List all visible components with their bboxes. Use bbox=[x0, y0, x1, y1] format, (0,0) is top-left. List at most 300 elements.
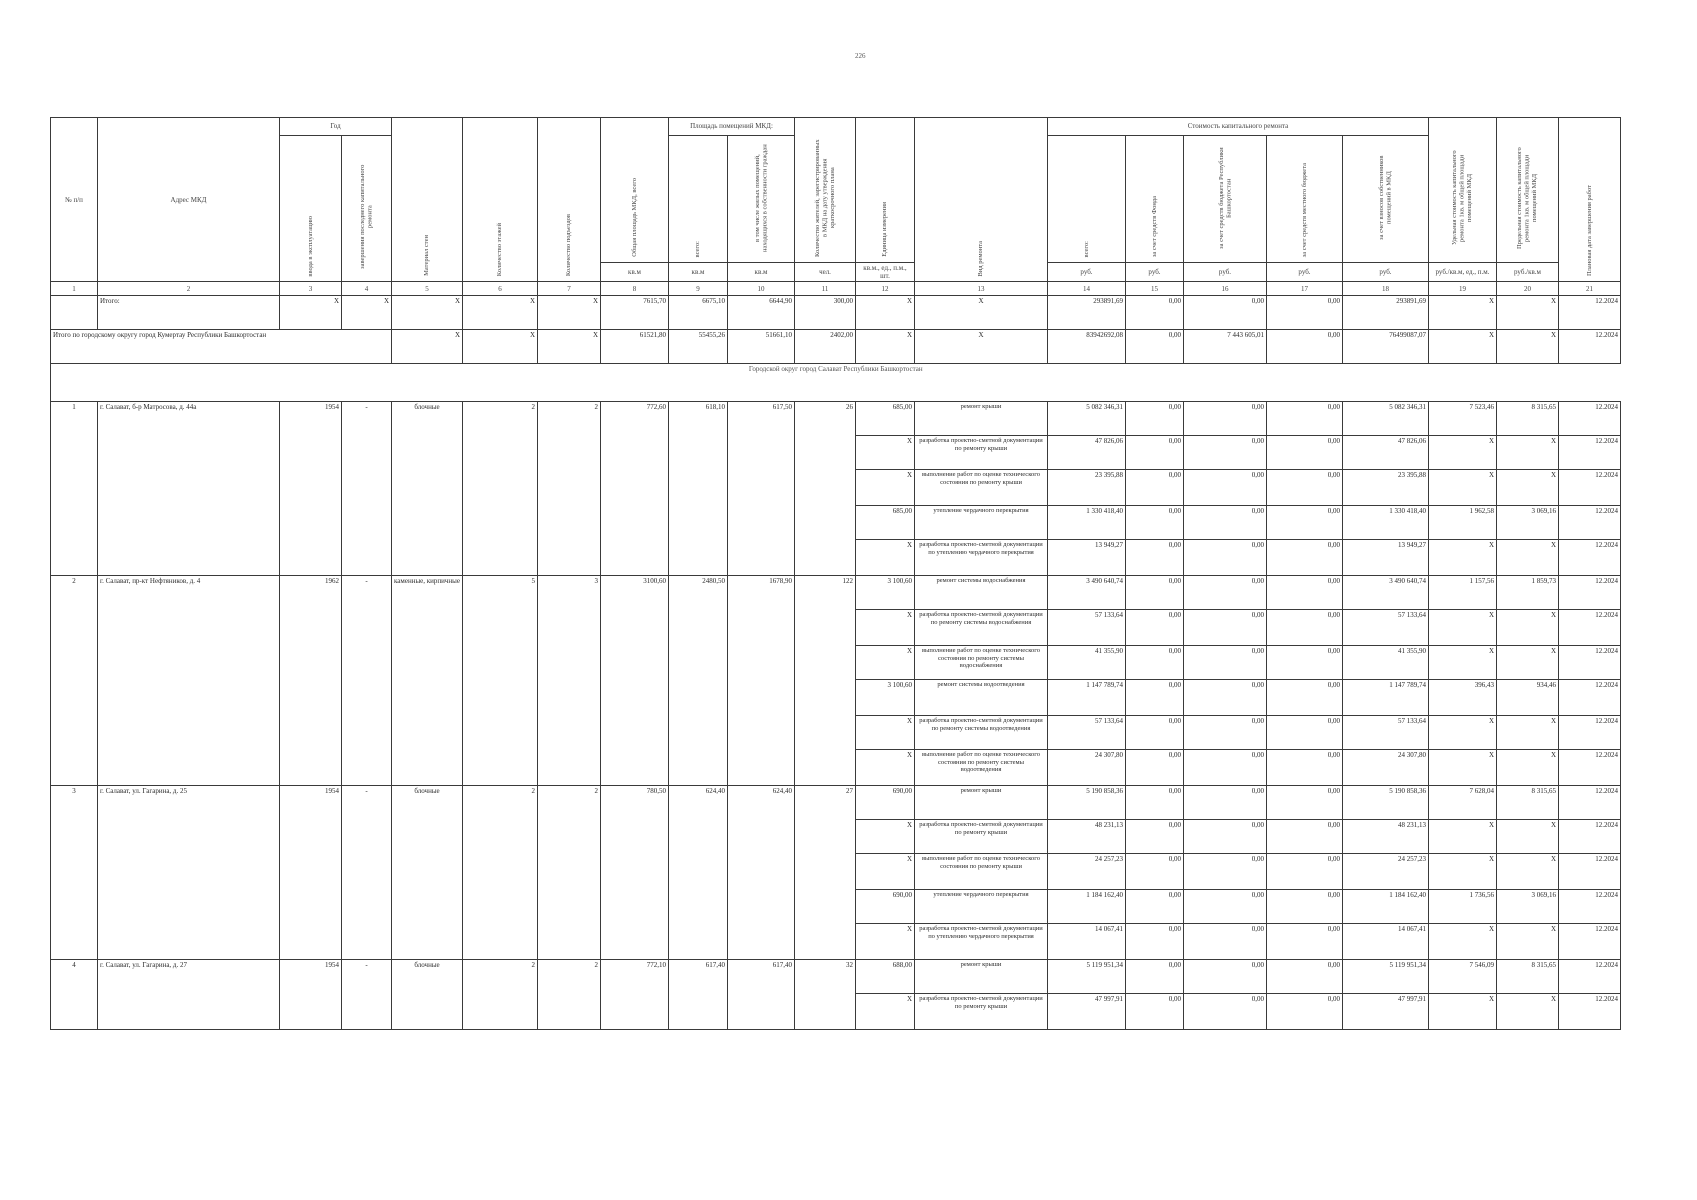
limit-cost: 1 859,73 bbox=[1497, 576, 1559, 610]
total-area bbox=[601, 820, 669, 854]
cost-local: 0,00 bbox=[1267, 890, 1343, 924]
commission-year bbox=[280, 716, 342, 750]
unit-amount: 685,00 bbox=[856, 506, 915, 540]
itogo-area: 6675,10 bbox=[669, 296, 728, 330]
cost-owners: 5 082 346,31 bbox=[1343, 402, 1429, 436]
unit-amount: X bbox=[856, 646, 915, 680]
cost-republic: 0,00 bbox=[1184, 470, 1267, 506]
area-private bbox=[728, 716, 795, 750]
unit-cost: 1 962,58 bbox=[1429, 506, 1497, 540]
total-kumertau-x: X bbox=[1429, 330, 1497, 364]
entrances bbox=[538, 680, 601, 716]
cost-local: 0,00 bbox=[1267, 470, 1343, 506]
repair-type: ремонт системы водоснабжения bbox=[915, 576, 1048, 610]
cost-republic: 0,00 bbox=[1184, 924, 1267, 960]
wall-material bbox=[392, 540, 463, 576]
address bbox=[98, 680, 280, 716]
unit-amount: X bbox=[856, 924, 915, 960]
table-row bbox=[51, 436, 1621, 470]
total-kumertau-x: X bbox=[392, 330, 463, 364]
cost-total: 1 184 162,40 bbox=[1048, 890, 1126, 924]
entrances bbox=[538, 436, 601, 470]
cost-total: 5 190 858,36 bbox=[1048, 786, 1126, 820]
address bbox=[98, 436, 280, 470]
column-number: 8 bbox=[601, 282, 669, 296]
row-number bbox=[51, 680, 98, 716]
unit-amount: X bbox=[856, 854, 915, 890]
column-number: 10 bbox=[728, 282, 795, 296]
column-number: 3 bbox=[280, 282, 342, 296]
commission-year bbox=[280, 506, 342, 540]
itogo-label: Итого: bbox=[98, 296, 280, 330]
wall-material bbox=[392, 610, 463, 646]
area-rooms bbox=[669, 610, 728, 646]
total-kumertau-cost: 83942692,08 bbox=[1048, 330, 1126, 364]
header-floors: Количество этажей bbox=[463, 118, 538, 282]
column-number: 11 bbox=[795, 282, 856, 296]
area-rooms bbox=[669, 994, 728, 1030]
floors bbox=[463, 820, 538, 854]
cost-fund: 0,00 bbox=[1126, 506, 1184, 540]
repair-type: разработка проектно-сметной документации по ремонту системы водоснабжения bbox=[915, 610, 1048, 646]
commission-year bbox=[280, 924, 342, 960]
total-area bbox=[601, 750, 669, 786]
itogo-cost-total: 293891,69 bbox=[1048, 296, 1126, 330]
area-private bbox=[728, 820, 795, 854]
cost-owners: 23 395,88 bbox=[1343, 470, 1429, 506]
planned-date: 12.2024 bbox=[1559, 646, 1621, 680]
repair-type: утепление чердачного перекрытия bbox=[915, 890, 1048, 924]
column-number: 7 bbox=[538, 282, 601, 296]
section-title: Городской округ город Салават Республики Башкортостан bbox=[51, 364, 1621, 402]
planned-date: 12.2024 bbox=[1559, 786, 1621, 820]
cost-republic: 0,00 bbox=[1184, 436, 1267, 470]
unit-9: кв.м bbox=[669, 263, 728, 282]
address bbox=[98, 820, 280, 854]
header-area-private: в том числе жилых помещений, находящихся в собственности граждан bbox=[728, 136, 795, 263]
floors bbox=[463, 854, 538, 890]
header-number: № п/п bbox=[51, 118, 98, 282]
residents bbox=[795, 820, 856, 854]
last-repair-year bbox=[342, 540, 392, 576]
last-repair-year bbox=[342, 716, 392, 750]
table-row bbox=[51, 854, 1621, 890]
address bbox=[98, 890, 280, 924]
header-total-area: Общая площадь МКД, всего bbox=[601, 118, 669, 263]
cost-republic: 0,00 bbox=[1184, 750, 1267, 786]
repair-type: разработка проектно-сметной документации по утеплению чердачного перекрытия bbox=[915, 540, 1048, 576]
planned-date: 12.2024 bbox=[1559, 960, 1621, 994]
commission-year: 1962 bbox=[280, 576, 342, 610]
unit-amount: X bbox=[856, 750, 915, 786]
commission-year bbox=[280, 994, 342, 1030]
area-private bbox=[728, 646, 795, 680]
cost-republic: 0,00 bbox=[1184, 820, 1267, 854]
wall-material bbox=[392, 750, 463, 786]
cost-owners: 48 231,13 bbox=[1343, 820, 1429, 854]
last-repair-year bbox=[342, 506, 392, 540]
header-last-repair-year: завершения последнего капитального ремонта bbox=[342, 136, 392, 282]
itogo-x: X bbox=[463, 296, 538, 330]
unit-cost: X bbox=[1429, 610, 1497, 646]
planned-date: 12.2024 bbox=[1559, 402, 1621, 436]
cost-republic: 0,00 bbox=[1184, 540, 1267, 576]
unit-amount: 3 100,60 bbox=[856, 576, 915, 610]
cost-owners: 5 190 858,36 bbox=[1343, 786, 1429, 820]
residents: 122 bbox=[795, 576, 856, 610]
wall-material bbox=[392, 924, 463, 960]
header-wall-material: Материал стен bbox=[392, 118, 463, 282]
unit-cost: X bbox=[1429, 924, 1497, 960]
limit-cost: 8 315,65 bbox=[1497, 960, 1559, 994]
residents bbox=[795, 680, 856, 716]
entrances bbox=[538, 646, 601, 680]
cost-total: 23 395,88 bbox=[1048, 470, 1126, 506]
cost-republic: 0,00 bbox=[1184, 890, 1267, 924]
limit-cost: X bbox=[1497, 820, 1559, 854]
planned-date: 12.2024 bbox=[1559, 680, 1621, 716]
entrances bbox=[538, 506, 601, 540]
residents bbox=[795, 994, 856, 1030]
column-number: 14 bbox=[1048, 282, 1126, 296]
cost-owners: 5 119 951,34 bbox=[1343, 960, 1429, 994]
table-row bbox=[51, 610, 1621, 646]
residents bbox=[795, 436, 856, 470]
itogo-cost-republic: 0,00 bbox=[1184, 296, 1267, 330]
table-row bbox=[51, 680, 1621, 716]
planned-date: 12.2024 bbox=[1559, 540, 1621, 576]
area-rooms bbox=[669, 680, 728, 716]
limit-cost: X bbox=[1497, 716, 1559, 750]
cost-owners: 24 307,80 bbox=[1343, 750, 1429, 786]
row-number bbox=[51, 854, 98, 890]
cost-owners: 57 133,64 bbox=[1343, 716, 1429, 750]
entrances bbox=[538, 924, 601, 960]
table-row bbox=[51, 820, 1621, 854]
row-number bbox=[51, 924, 98, 960]
floors bbox=[463, 436, 538, 470]
unit-cost: X bbox=[1429, 540, 1497, 576]
address bbox=[98, 506, 280, 540]
table-row bbox=[51, 470, 1621, 506]
last-repair-year bbox=[342, 994, 392, 1030]
total-area bbox=[601, 610, 669, 646]
unit-12: кв.м., ед., п.м., шт. bbox=[856, 263, 915, 282]
last-repair-year: - bbox=[342, 960, 392, 994]
area-private bbox=[728, 680, 795, 716]
floors bbox=[463, 680, 538, 716]
residents bbox=[795, 540, 856, 576]
column-number: 17 bbox=[1267, 282, 1343, 296]
header-unit-cost: Удельная стоимость капитального ремонта 1кв. м общей площади помещений МКД bbox=[1429, 118, 1497, 263]
last-repair-year bbox=[342, 610, 392, 646]
total-kumertau-x: X bbox=[915, 330, 1048, 364]
header-entrances: Количество подъездов bbox=[538, 118, 601, 282]
table-header bbox=[51, 118, 1621, 296]
cost-total: 13 949,27 bbox=[1048, 540, 1126, 576]
residents bbox=[795, 610, 856, 646]
repair-type: разработка проектно-сметной документации по утеплению чердачного перекрытия bbox=[915, 924, 1048, 960]
floors bbox=[463, 750, 538, 786]
header-address: Адрес МКД bbox=[98, 118, 280, 282]
unit-amount: X bbox=[856, 540, 915, 576]
column-number-row bbox=[51, 282, 1621, 296]
table-row bbox=[51, 506, 1621, 540]
total-area bbox=[601, 646, 669, 680]
unit-cost: X bbox=[1429, 716, 1497, 750]
commission-year: 1954 bbox=[280, 786, 342, 820]
floors bbox=[463, 506, 538, 540]
unit-cost: X bbox=[1429, 470, 1497, 506]
cost-republic: 0,00 bbox=[1184, 646, 1267, 680]
address bbox=[98, 646, 280, 680]
cost-fund: 0,00 bbox=[1126, 716, 1184, 750]
last-repair-year bbox=[342, 646, 392, 680]
floors: 2 bbox=[463, 960, 538, 994]
cost-fund: 0,00 bbox=[1126, 890, 1184, 924]
repair-type: ремонт крыши bbox=[915, 402, 1048, 436]
area-private bbox=[728, 540, 795, 576]
wall-material bbox=[392, 680, 463, 716]
address: г. Салават, пр-кт Нефтяников, д. 4 bbox=[98, 576, 280, 610]
last-repair-year: - bbox=[342, 786, 392, 820]
itogo-x: X bbox=[856, 296, 915, 330]
limit-cost: X bbox=[1497, 470, 1559, 506]
wall-material: блочные bbox=[392, 786, 463, 820]
row-number bbox=[51, 470, 98, 506]
unit-amount: X bbox=[856, 716, 915, 750]
limit-cost: 3 069,16 bbox=[1497, 890, 1559, 924]
unit-19: руб./кв.м, ед., п.м. bbox=[1429, 263, 1497, 282]
unit-amount: 688,00 bbox=[856, 960, 915, 994]
header-residents: Количество жителей, зарегистрированных в МКД на дату утверждения краткосрочного плана bbox=[795, 118, 856, 263]
total-kumertau-x: X bbox=[1497, 330, 1559, 364]
unit-cost: X bbox=[1429, 436, 1497, 470]
header-repair-type: Вид ремонта bbox=[915, 118, 1048, 282]
row-number bbox=[51, 540, 98, 576]
column-number: 19 bbox=[1429, 282, 1497, 296]
repair-type: ремонт крыши bbox=[915, 960, 1048, 994]
area-rooms bbox=[669, 890, 728, 924]
cost-fund: 0,00 bbox=[1126, 576, 1184, 610]
total-kumertau-fund: 0,00 bbox=[1126, 330, 1184, 364]
cost-total: 5 082 346,31 bbox=[1048, 402, 1126, 436]
itogo-x: X bbox=[915, 296, 1048, 330]
total-kumertau-local: 0,00 bbox=[1267, 330, 1343, 364]
cost-local: 0,00 bbox=[1267, 820, 1343, 854]
unit-cost: X bbox=[1429, 750, 1497, 786]
area-rooms bbox=[669, 506, 728, 540]
column-number: 2 bbox=[98, 282, 280, 296]
limit-cost: X bbox=[1497, 750, 1559, 786]
total-area: 3100,60 bbox=[601, 576, 669, 610]
cost-local: 0,00 bbox=[1267, 680, 1343, 716]
total-kumertau-row bbox=[51, 330, 1621, 364]
cost-total: 1 147 789,74 bbox=[1048, 680, 1126, 716]
wall-material bbox=[392, 506, 463, 540]
area-rooms bbox=[669, 854, 728, 890]
cost-local: 0,00 bbox=[1267, 924, 1343, 960]
entrances: 3 bbox=[538, 576, 601, 610]
wall-material bbox=[392, 820, 463, 854]
cost-owners: 47 997,91 bbox=[1343, 994, 1429, 1030]
unit-14: руб. bbox=[1048, 263, 1126, 282]
cost-total: 47 997,91 bbox=[1048, 994, 1126, 1030]
cost-local: 0,00 bbox=[1267, 646, 1343, 680]
area-private: 1678,90 bbox=[728, 576, 795, 610]
floors bbox=[463, 924, 538, 960]
cost-total: 3 490 640,74 bbox=[1048, 576, 1126, 610]
cost-local: 0,00 bbox=[1267, 960, 1343, 994]
area-rooms: 624,40 bbox=[669, 786, 728, 820]
unit-10: кв.м bbox=[728, 263, 795, 282]
unit-cost: 7 628,04 bbox=[1429, 786, 1497, 820]
planned-date: 12.2024 bbox=[1559, 436, 1621, 470]
unit-amount: X bbox=[856, 820, 915, 854]
unit-amount: 690,00 bbox=[856, 786, 915, 820]
repair-type: разработка проектно-сметной документации по ремонту крыши bbox=[915, 436, 1048, 470]
cost-total: 41 355,90 bbox=[1048, 646, 1126, 680]
header-cost-group: Стоимость капитального ремонта bbox=[1048, 118, 1429, 136]
limit-cost: X bbox=[1497, 924, 1559, 960]
area-rooms bbox=[669, 470, 728, 506]
cost-owners: 1 147 789,74 bbox=[1343, 680, 1429, 716]
cost-republic: 0,00 bbox=[1184, 680, 1267, 716]
table-row bbox=[51, 576, 1621, 610]
residents bbox=[795, 890, 856, 924]
unit-cost: X bbox=[1429, 646, 1497, 680]
limit-cost: X bbox=[1497, 994, 1559, 1030]
repair-type: выполнение работ по оценке технического состояния по ремонту крыши bbox=[915, 470, 1048, 506]
cost-republic: 0,00 bbox=[1184, 576, 1267, 610]
itogo-x: X bbox=[1429, 296, 1497, 330]
cost-fund: 0,00 bbox=[1126, 924, 1184, 960]
header-cost-fund: за счет средств Фонда bbox=[1126, 136, 1184, 263]
column-number: 4 bbox=[342, 282, 392, 296]
cost-fund: 0,00 bbox=[1126, 610, 1184, 646]
cost-fund: 0,00 bbox=[1126, 750, 1184, 786]
column-number: 15 bbox=[1126, 282, 1184, 296]
cost-fund: 0,00 bbox=[1126, 820, 1184, 854]
unit-amount: 3 100,60 bbox=[856, 680, 915, 716]
planned-date: 12.2024 bbox=[1559, 506, 1621, 540]
table-row bbox=[51, 890, 1621, 924]
residents: 27 bbox=[795, 786, 856, 820]
cost-owners: 1 184 162,40 bbox=[1343, 890, 1429, 924]
itogo-date: 12.2024 bbox=[1559, 296, 1621, 330]
residents bbox=[795, 924, 856, 960]
address bbox=[98, 994, 280, 1030]
row-number bbox=[51, 890, 98, 924]
unit-cost: 7 523,46 bbox=[1429, 402, 1497, 436]
itogo-total-area: 7615,70 bbox=[601, 296, 669, 330]
entrances: 2 bbox=[538, 786, 601, 820]
header-cost-local: за счет средств местного бюджета bbox=[1267, 136, 1343, 263]
commission-year: 1954 bbox=[280, 960, 342, 994]
area-rooms bbox=[669, 716, 728, 750]
cost-total: 1 330 418,40 bbox=[1048, 506, 1126, 540]
entrances: 2 bbox=[538, 960, 601, 994]
cost-local: 0,00 bbox=[1267, 506, 1343, 540]
header-planned-date: Плановая дата завершения работ bbox=[1559, 118, 1621, 282]
total-kumertau-residents: 2402,00 bbox=[795, 330, 856, 364]
commission-year bbox=[280, 436, 342, 470]
area-private bbox=[728, 436, 795, 470]
area-private: 617,40 bbox=[728, 960, 795, 994]
cost-local: 0,00 bbox=[1267, 436, 1343, 470]
unit-17: руб. bbox=[1267, 263, 1343, 282]
wall-material bbox=[392, 890, 463, 924]
last-repair-year bbox=[342, 820, 392, 854]
itogo-x: X bbox=[538, 296, 601, 330]
wall-material bbox=[392, 994, 463, 1030]
residents bbox=[795, 470, 856, 506]
cost-fund: 0,00 bbox=[1126, 680, 1184, 716]
table-row bbox=[51, 960, 1621, 994]
cost-total: 5 119 951,34 bbox=[1048, 960, 1126, 994]
table-row bbox=[51, 750, 1621, 786]
cost-total: 57 133,64 bbox=[1048, 716, 1126, 750]
area-private bbox=[728, 890, 795, 924]
floors bbox=[463, 540, 538, 576]
cost-local: 0,00 bbox=[1267, 716, 1343, 750]
address: г. Салават, ул. Гагарина, д. 25 bbox=[98, 786, 280, 820]
itogo-residents: 300,00 bbox=[795, 296, 856, 330]
floors: 2 bbox=[463, 402, 538, 436]
cost-republic: 0,00 bbox=[1184, 610, 1267, 646]
cost-republic: 0,00 bbox=[1184, 506, 1267, 540]
cost-owners: 24 257,23 bbox=[1343, 854, 1429, 890]
residents bbox=[795, 854, 856, 890]
table-body bbox=[51, 296, 1621, 402]
commission-year bbox=[280, 610, 342, 646]
address bbox=[98, 470, 280, 506]
planned-date: 12.2024 bbox=[1559, 854, 1621, 890]
total-area: 780,50 bbox=[601, 786, 669, 820]
area-private: 617,50 bbox=[728, 402, 795, 436]
address bbox=[98, 716, 280, 750]
floors: 5 bbox=[463, 576, 538, 610]
itogo-cost-owners: 293891,69 bbox=[1343, 296, 1429, 330]
total-kumertau-area: 61521,80 bbox=[601, 330, 669, 364]
cost-total: 47 826,06 bbox=[1048, 436, 1126, 470]
area-rooms bbox=[669, 750, 728, 786]
cost-owners: 14 067,41 bbox=[1343, 924, 1429, 960]
column-number: 13 bbox=[915, 282, 1048, 296]
total-area bbox=[601, 854, 669, 890]
entrances bbox=[538, 820, 601, 854]
cost-fund: 0,00 bbox=[1126, 646, 1184, 680]
area-rooms bbox=[669, 820, 728, 854]
floors bbox=[463, 716, 538, 750]
unit-cost: X bbox=[1429, 820, 1497, 854]
planned-date: 12.2024 bbox=[1559, 924, 1621, 960]
header-cost-republic: за счет средств бюджета Республики Башкортостан bbox=[1184, 136, 1267, 263]
cost-local: 0,00 bbox=[1267, 576, 1343, 610]
entrances bbox=[538, 854, 601, 890]
header-limit-cost: Предельная стоимость капитального ремонта 1кв. м общей площади помещений МКД bbox=[1497, 118, 1559, 263]
cost-local: 0,00 bbox=[1267, 402, 1343, 436]
header-area-group: Площадь помещений МКД: bbox=[669, 118, 795, 136]
address bbox=[98, 610, 280, 646]
residents bbox=[795, 750, 856, 786]
wall-material: блочные bbox=[392, 960, 463, 994]
commission-year bbox=[280, 680, 342, 716]
repair-type: выполнение работ по оценке технического состояния по ремонту системы водоснабжения bbox=[915, 646, 1048, 680]
itogo-x: X bbox=[1497, 296, 1559, 330]
entrances bbox=[538, 470, 601, 506]
cost-fund: 0,00 bbox=[1126, 402, 1184, 436]
